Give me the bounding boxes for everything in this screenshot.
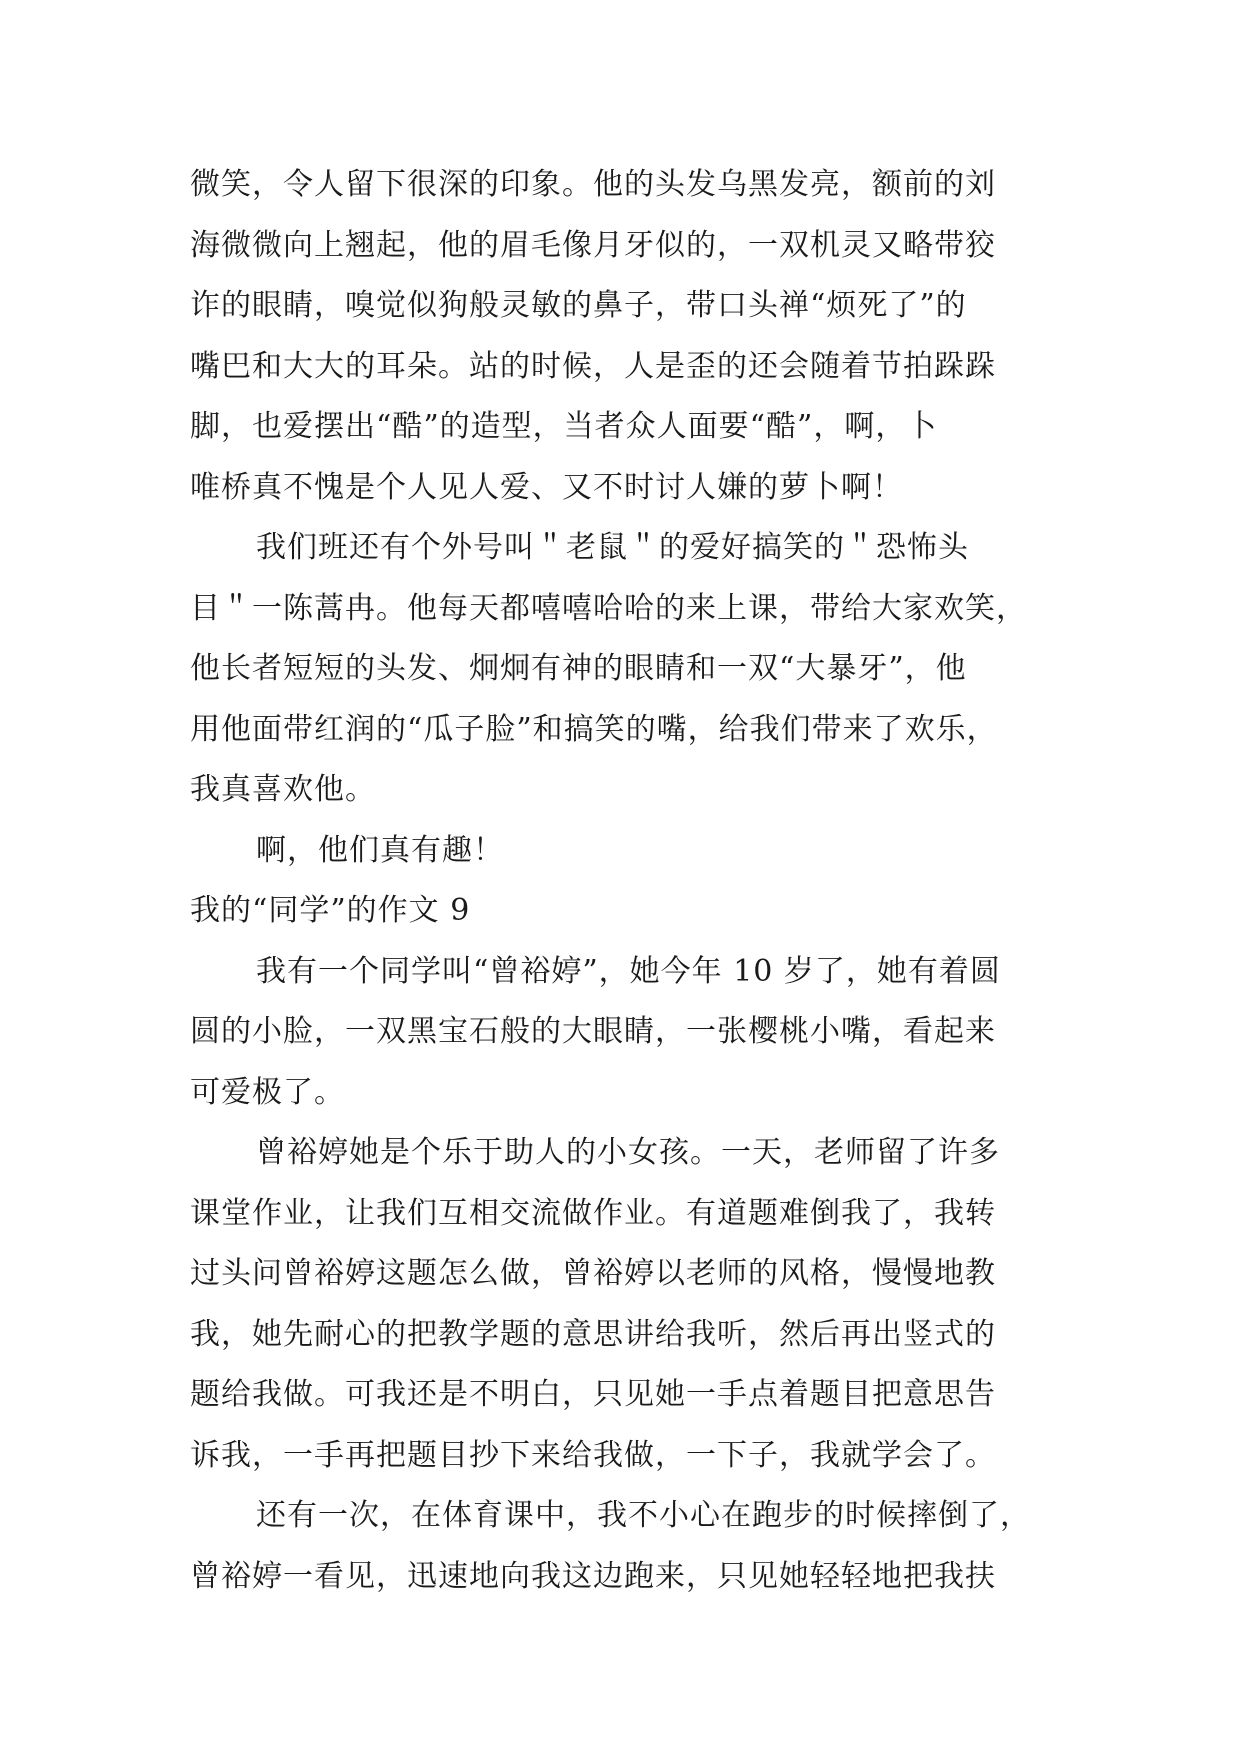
text-line: 过头问曾裕婷这题怎么做，曾裕婷以老师的风格，慢慢地教 [190, 1256, 996, 1291]
text-line: 圆的小脸，一双黑宝石般的大眼睛，一张樱桃小嘴，看起来 [190, 1014, 996, 1049]
text-line: 课堂作业，让我们互相交流做作业。有道题难倒我了，我转 [190, 1195, 996, 1231]
text-line: 嘴巴和大大的耳朵。站的时候，人是歪的还会随着节拍跺跺 [190, 348, 996, 384]
text-line: 题给我做。可我还是不明白，只见她一手点着题目把意思告 [190, 1377, 996, 1412]
text-line: 他长者短短的头发、炯炯有神的眼睛和一双“大暴牙”，他 [190, 651, 967, 686]
paragraph-start-line: 还有一次，在体育课中，我不小心在跑步的时候摔倒了， [256, 1498, 1031, 1533]
text-line: 唯桥真不愧是个人见人爱、又不时讨人嫌的萝卜啊！ [190, 469, 903, 505]
text-line: 可爱极了。 [190, 1074, 345, 1110]
text-line: 海微微向上翘起，他的眉毛像月牙似的，一双机灵又略带狡 [190, 227, 996, 263]
paragraph-start-line: 啊，他们真有趣！ [256, 832, 504, 868]
paragraph-start-line: 我有一个同学叫“曾裕婷”，她今年 10 岁了，她有着圆 [256, 953, 1001, 989]
paragraph-start-line: 曾裕婷她是个乐于助人的小女孩。一天，老师留了许多 [256, 1135, 1000, 1170]
text-line: 我真喜欢他。 [190, 772, 376, 807]
paragraph-start-line: 我们班还有个外号叫＂老鼠＂的爱好搞笑的＂恐怖头 [256, 530, 969, 565]
text-line: 用他面带红润的“瓜子脸”和搞笑的嘴，给我们带来了欢乐， [190, 711, 998, 747]
text-line: 微笑，令人留下很深的印象。他的头发乌黑发亮，额前的刘 [190, 167, 996, 202]
text-line: 诈的眼睛，嗅觉似狗般灵敏的鼻子，带口头禅“烦死了”的 [190, 288, 967, 323]
section-heading: 我的“同学”的作文 9 [190, 893, 471, 928]
text-line: 曾裕婷一看见，迅速地向我这边跑来，只见她轻轻地把我扶 [190, 1558, 996, 1594]
text-line: 目＂一陈蒿冉。他每天都嘻嘻哈哈的来上课，带给大家欢笑， [190, 590, 1027, 626]
document-body [190, 155, 1070, 1607]
text-line: 诉我，一手再把题目抄下来给我做，一下子，我就学会了。 [190, 1437, 996, 1473]
text-line: 我，她先耐心的把教学题的意思讲给我听，然后再出竖式的 [190, 1316, 996, 1352]
text-line: 脚，也爱摆出“酷”的造型，当者众人面要“酷”，啊，卜 [190, 409, 938, 444]
